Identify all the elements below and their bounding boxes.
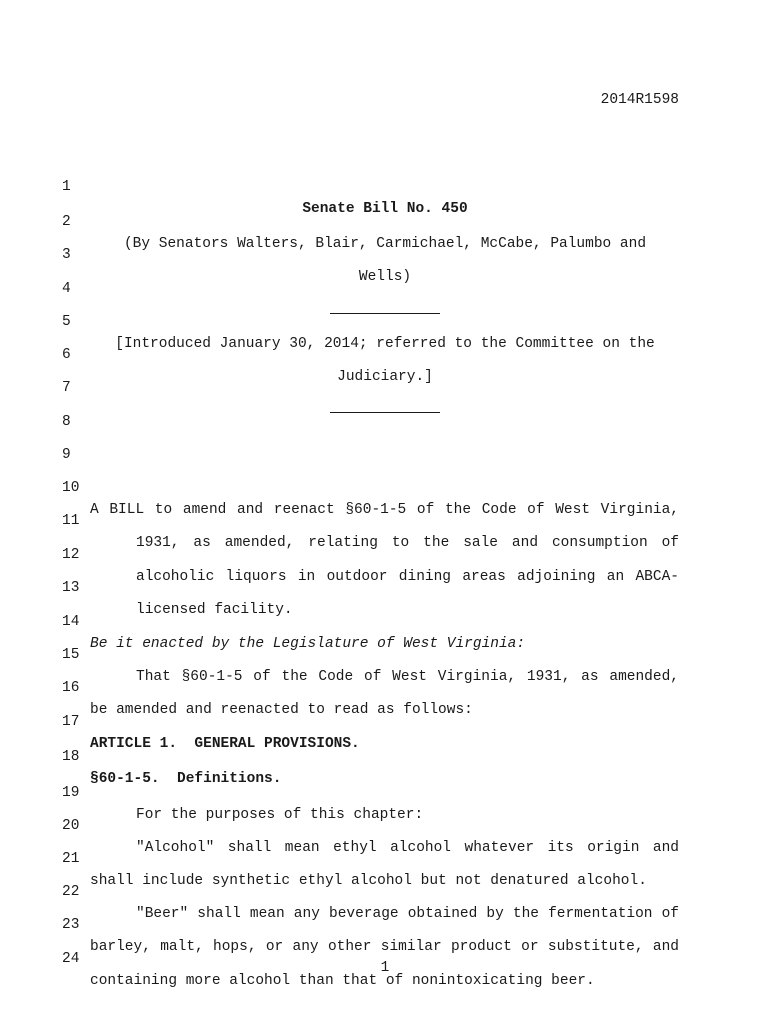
bill-title-text: alcoholic liquors in outdoor dining areas adjoining an ABCA- (136, 569, 679, 585)
line-5 (0, 289, 770, 352)
line-number: 18 (62, 749, 80, 765)
line-number: 4 (62, 281, 71, 297)
enacting-clause: Be it enacted by the Legislature of West Virginia: (90, 636, 526, 652)
line-19 (0, 760, 770, 823)
document-code: 2014R1598 (600, 92, 679, 108)
line-number: 19 (62, 785, 80, 801)
article-heading: ARTICLE 1. GENERAL PROVISIONS. (90, 736, 360, 752)
line-number: 11 (62, 513, 80, 529)
line-9 (0, 422, 770, 463)
line-8 (0, 389, 770, 430)
line-13 (0, 555, 770, 618)
introduction-note: Judiciary.] (337, 369, 433, 385)
line-number: 9 (62, 447, 71, 463)
line-number: 3 (62, 247, 71, 263)
line-4 (0, 256, 770, 297)
bill-title-text: 1931, as amended, relating to the sale and consumption of (136, 535, 679, 551)
body-text: That §60-1-5 of the Code of West Virginia, 1931, as amended, (136, 669, 679, 685)
line-number: 12 (62, 547, 80, 563)
line-16 (0, 655, 770, 718)
line-14 (0, 589, 770, 652)
body-text: be amended and reenacted to read as follows: (90, 702, 473, 718)
sponsors-line: Wells) (358, 269, 412, 285)
introduction-note: [Introduced January 30, 2014; referred to the Committee on the (115, 336, 655, 352)
line-number: 17 (62, 714, 80, 730)
line-number: 16 (62, 680, 80, 696)
line-20 (0, 793, 770, 856)
body-text: barley, malt, hops, or any other similar product or substitute, and (90, 939, 679, 955)
body-text: "Beer" shall mean any beverage obtained by the fermentation of (136, 906, 679, 922)
section-heading: §60-1-5. Definitions. (90, 771, 282, 787)
line-number: 2 (62, 214, 71, 230)
bill-title-text: licensed facility. (136, 602, 293, 618)
line-21 (0, 826, 770, 889)
line-7 (0, 355, 770, 396)
line-6 (0, 322, 770, 385)
bill-title: Senate Bill No. 450 (302, 201, 468, 217)
line-number: 6 (62, 347, 71, 363)
line-number: 1 (62, 179, 71, 195)
line-number: 13 (62, 580, 80, 596)
line-18 (0, 724, 770, 787)
line-22 (0, 859, 770, 922)
line-12 (0, 522, 770, 585)
line-24 (0, 926, 770, 989)
line-2 (0, 189, 770, 252)
line-number: 5 (62, 314, 71, 330)
body-text: containing more alcohol than that of nonintoxicating beer. (90, 973, 595, 989)
line-number: 8 (62, 414, 71, 430)
line-number: 10 (62, 480, 80, 496)
line-15 (0, 622, 770, 685)
line-11 (0, 488, 770, 551)
line-23 (0, 892, 770, 955)
line-17 (0, 689, 770, 752)
line-number: 24 (62, 951, 80, 967)
body-text: "Alcohol" shall mean ethyl alcohol whatever its origin and (136, 840, 679, 856)
sponsors-line: (By Senators Walters, Blair, Carmichael, McCabe, Palumbo and (123, 236, 647, 252)
line-3 (0, 222, 770, 285)
line-number: 21 (62, 851, 80, 867)
line-1 (0, 154, 770, 217)
line-number: 14 (62, 614, 80, 630)
line-10 (0, 455, 770, 518)
line-number: 7 (62, 380, 71, 396)
line-number: 23 (62, 917, 80, 933)
body-text: shall include synthetic ethyl alcohol but not denatured alcohol. (90, 873, 647, 889)
line-number: 15 (62, 647, 80, 663)
line-number: 20 (62, 818, 80, 834)
body-text: For the purposes of this chapter: (136, 807, 424, 823)
bill-title-text: A BILL to amend and reenact §60-1-5 of the Code of West Virginia, (90, 502, 679, 518)
line-number: 22 (62, 884, 80, 900)
page-number: 1 (380, 960, 390, 976)
